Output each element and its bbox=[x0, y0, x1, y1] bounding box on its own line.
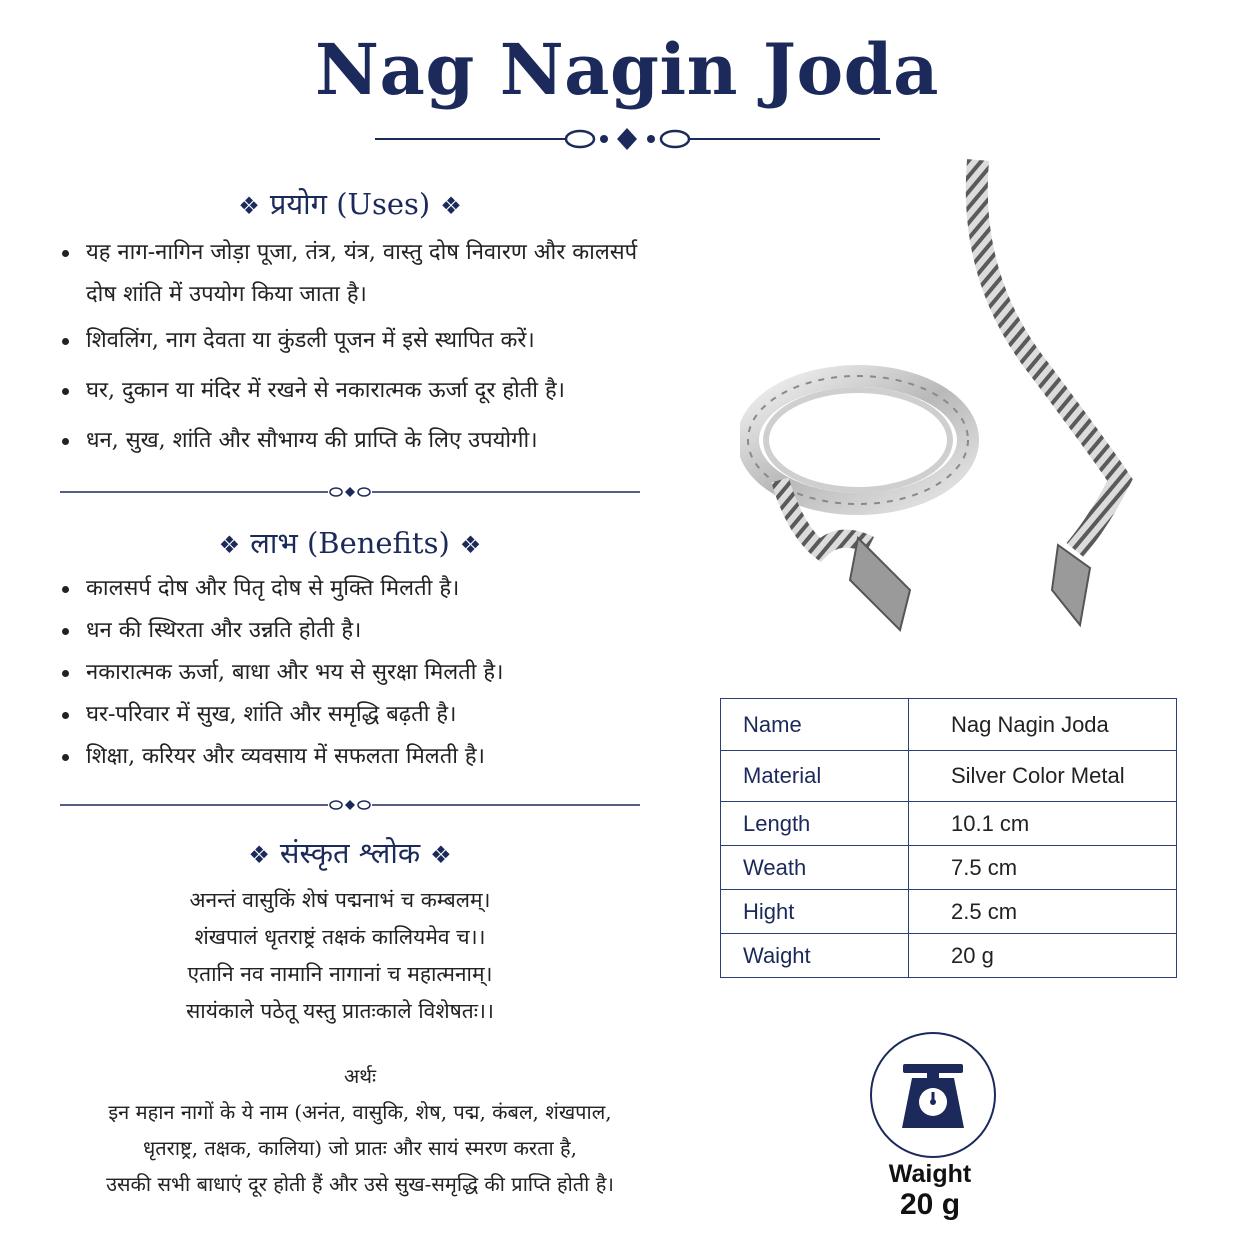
spec-value: Nag Nagin Joda bbox=[909, 699, 1177, 751]
spec-value: 10.1 cm bbox=[909, 802, 1177, 846]
weight-badge-label: Waight bbox=[888, 1160, 972, 1188]
shloka-line: अनन्तं वासुकिं शेषं पद्मनाभं च कम्बलम्। bbox=[189, 888, 491, 912]
spec-key: Material bbox=[721, 751, 909, 802]
list-item: कालसर्प दोष और पितृ दोष से मुक्ति मिलती है। bbox=[60, 568, 650, 610]
benefits-list bbox=[60, 568, 650, 778]
meaning-line: इन महान नागों के ये नाम (अनंत, वासुकि, शेष, पद्म, कंबल, शंखपाल, bbox=[108, 1100, 612, 1124]
list-item: धन, सुख, शांति और सौभाग्य की प्राप्ति के लिए उपयोगी। bbox=[60, 420, 650, 462]
list-item: यह नाग-नागिन जोड़ा पूजा, तंत्र, यंत्र, वास्तु दोष निवारण और कालसर्प दोष शांति में उपयोग किया जाता है। bbox=[60, 232, 650, 316]
diamond-ornament-icon: ❖ bbox=[248, 841, 270, 869]
table-row bbox=[721, 699, 1177, 751]
spec-table bbox=[720, 698, 1177, 978]
spec-key: Waight bbox=[721, 934, 909, 978]
meaning-label: अर्थः bbox=[343, 1064, 377, 1088]
list-item: शिवलिंग, नाग देवता या कुंडली पूजन में इसे स्थापित करें। bbox=[60, 320, 650, 362]
list-item: नकारात्मक ऊर्जा, बाधा और भय से सुरक्षा मिलती है। bbox=[60, 652, 650, 694]
product-image bbox=[740, 150, 1220, 650]
list-item: धन की स्थिरता और उन्नति होती है। bbox=[60, 610, 650, 652]
benefits-heading: ❖ लाभ (Benefits) ❖ bbox=[218, 526, 482, 560]
uses-list bbox=[60, 232, 650, 462]
spec-value: Silver Color Metal bbox=[909, 751, 1177, 802]
shloka-line: सायंकाले पठेतू यस्तु प्रातःकाले विशेषतः।। bbox=[186, 999, 494, 1023]
spec-value: 7.5 cm bbox=[909, 846, 1177, 890]
table-row bbox=[721, 934, 1177, 978]
shloka-verse bbox=[60, 882, 620, 1030]
page-title: Nag Nagin Joda bbox=[315, 28, 939, 111]
meaning-line: धृतराष्ट्र, तक्षक, कालिया) जो प्रातः और सायं स्मरण करता है, bbox=[142, 1136, 578, 1160]
table-row bbox=[721, 751, 1177, 802]
spec-value: 20 g bbox=[909, 934, 1177, 978]
meaning-text bbox=[40, 1094, 680, 1202]
spec-key: Hight bbox=[721, 890, 909, 934]
shloka-line: एतानि नव नामानि नागानां च महात्मनाम्। bbox=[187, 962, 493, 986]
shloka-heading: ❖ संस्कृत श्लोक ❖ bbox=[248, 836, 452, 870]
list-item: घर, दुकान या मंदिर में रखने से नकारात्मक ऊर्जा दूर होती है। bbox=[60, 370, 650, 412]
weight-badge-value: 20 g bbox=[899, 1188, 961, 1221]
shloka-line: शंखपालं धृतराष्ट्रं तक्षकं कालियमेव च।। bbox=[194, 925, 486, 949]
spec-key: Name bbox=[721, 699, 909, 751]
list-item: शिक्षा, करियर और व्यवसाय में सफलता मिलती है। bbox=[60, 736, 650, 778]
table-row bbox=[721, 846, 1177, 890]
diamond-ornament-icon: ❖ bbox=[430, 841, 452, 869]
diamond-ornament-icon: ❖ bbox=[238, 192, 260, 220]
section-divider bbox=[60, 798, 640, 812]
table-row bbox=[721, 802, 1177, 846]
weight-badge bbox=[870, 1032, 996, 1158]
spec-key: Length bbox=[721, 802, 909, 846]
table-row bbox=[721, 890, 1177, 934]
spec-key: Weath bbox=[721, 846, 909, 890]
spec-value: 2.5 cm bbox=[909, 890, 1177, 934]
weighing-scale-icon bbox=[872, 1034, 994, 1156]
section-divider bbox=[60, 485, 640, 499]
diamond-ornament-icon: ❖ bbox=[218, 531, 241, 559]
uses-heading: ❖ प्रयोग (Uses) ❖ bbox=[238, 187, 462, 221]
meaning-line: उसकी सभी बाधाएं दूर होती हैं और उसे सुख-समृद्धि की प्राप्ति होती है। bbox=[106, 1172, 614, 1196]
diamond-ornament-icon: ❖ bbox=[459, 531, 482, 559]
list-item: घर-परिवार में सुख, शांति और समृद्धि बढ़ती है। bbox=[60, 694, 650, 736]
diamond-ornament-icon: ❖ bbox=[440, 192, 462, 220]
